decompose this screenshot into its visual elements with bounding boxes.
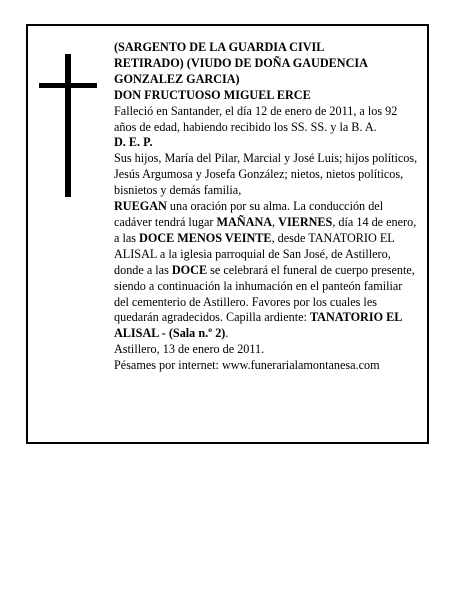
capilla: TANATORIO EL ALISAL - (Sala n.º 2) [114,310,402,341]
hour: DOCE MENOS VEINTE [139,230,272,245]
funeral-details [114,199,419,342]
funeral-text: una oración por su alma. La conducción del cadáver tendrá lugar [114,199,384,229]
condolences: Pésames por internet: www.funerarialamontanesa.com [114,358,380,373]
dep: D. E. P. [114,135,153,150]
ruegan: RUEGAN [114,199,167,214]
funeral-text: , día 14 de enero, a las [114,214,417,245]
family: Sus hijos, María del Pilar, Marcial y José Luis; hijos políticos, Jesús Argumosa y Josefa González; nietos, nietos políticos, bisnietos y demás familia, [114,151,418,198]
funeral-text: , [272,214,279,229]
heading-line: RETIRADO) (VIUDO DE DOÑA GAUDENCIA [114,55,368,70]
manana: MAÑANA [216,214,273,229]
deceased-name: DON FRUCTUOSO MIGUEL ERCE [114,87,311,102]
heading-line: (SARGENTO DE LA GUARDIA CIVIL [114,40,325,54]
cross-icon-bar [39,83,97,88]
place-date: Astillero, 13 de enero de 2011. [114,342,265,357]
funeral-text: , desde TANATORIO EL ALISAL a la iglesia parroquial de San José, de Astillero, donde a las [114,230,395,277]
obituary-text [114,40,419,374]
heading-line: GONZALEZ GARCIA) [114,71,240,86]
heading [114,40,419,88]
viernes: VIERNES [278,214,333,229]
funeral-text: se celebrará el funeral de cuerpo presente, siendo a continuación la inhumación en el panteón familiar del cementerio de Astillero. Favores por los cuales les quedarán agradecidos. Capilla ardiente: [114,262,415,325]
cross-icon [65,54,71,197]
funeral-text: . [225,326,229,341]
death-notice: Falleció en Santander, el día 12 de enero de 2011, a los 92 años de edad, habiendo recibido los SS. SS. y la B. A. [114,103,398,134]
doce: DOCE [171,262,208,277]
